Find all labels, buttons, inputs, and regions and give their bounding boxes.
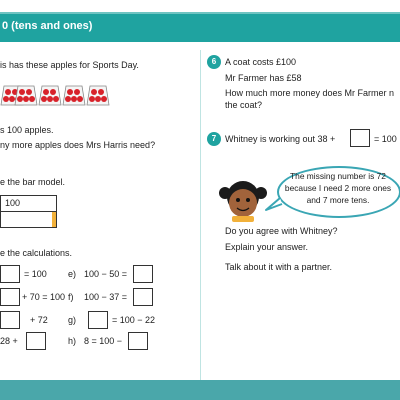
answer-box[interactable] <box>26 332 46 350</box>
calc-f: 100 − 37 = <box>84 292 128 302</box>
footer-band <box>0 380 400 400</box>
answer-box[interactable] <box>0 311 20 329</box>
q6-line3: How much more money does Mr Farmer n <box>225 88 395 98</box>
question-text: ny more apples does Mrs Harris need? <box>0 140 156 150</box>
answer-box[interactable] <box>0 288 20 306</box>
q6-line4: the coat? <box>225 100 263 110</box>
apple-bag-icon <box>14 80 38 106</box>
bar-model-parts <box>0 211 57 228</box>
bar-instruction: e the bar model. <box>0 177 66 187</box>
answer-box[interactable] <box>88 311 108 329</box>
q6-line1: A coat costs £100 <box>225 57 297 67</box>
q7-prompt: Whitney is working out 38 + <box>225 134 336 144</box>
q7-prompt-end: = 100 <box>374 134 397 144</box>
calc-d: 28 + <box>0 336 18 346</box>
apple-bag-icon <box>86 80 110 106</box>
apple-bag-icon <box>62 80 86 106</box>
q7-explain: Explain your answer. <box>225 242 309 252</box>
answer-box[interactable] <box>133 288 153 306</box>
q6-line2: Mr Farmer has £58 <box>225 73 302 83</box>
calc-b: + 70 = 100 <box>22 292 66 302</box>
calc-e: 100 − 50 = <box>84 269 128 279</box>
bar-model-total <box>0 195 57 212</box>
apple-bag-icon <box>38 80 62 106</box>
header-band <box>0 12 400 42</box>
speech-bubble-text: The missing number is 72 because I need 2 more ones and 7 more tens. <box>284 171 392 205</box>
bar-part-fill <box>52 212 56 227</box>
question-number-6: 6 <box>207 55 221 69</box>
answer-box[interactable] <box>128 332 148 350</box>
calc-f-label: f) <box>68 292 74 302</box>
question-number-7: 7 <box>207 132 221 146</box>
page-title: 0 (tens and ones) <box>2 20 93 32</box>
column-divider <box>200 50 201 380</box>
whitney-character-icon <box>218 180 268 222</box>
calc-a: = 100 <box>24 269 47 279</box>
calc-c: + 72 <box>30 315 48 325</box>
answer-box[interactable] <box>0 265 20 283</box>
calc-h-label: h) <box>68 336 77 346</box>
calc-g: = 100 − 22 <box>112 315 156 325</box>
needs-text: s 100 apples. <box>0 125 54 135</box>
q7-talk: Talk about it with a partner. <box>225 262 333 272</box>
calc-g-label: g) <box>68 315 77 325</box>
calc-e-label: e) <box>68 269 77 279</box>
calc-h: 8 = 100 − <box>84 336 123 346</box>
answer-box[interactable] <box>133 265 153 283</box>
calc-instruction: e the calculations. <box>0 248 73 258</box>
q7-agree: Do you agree with Whitney? <box>225 226 338 236</box>
answer-box[interactable] <box>350 129 370 147</box>
apples-intro-text: is has these apples for Sports Day. <box>0 60 139 70</box>
bar-total-value: 100 <box>5 198 21 208</box>
